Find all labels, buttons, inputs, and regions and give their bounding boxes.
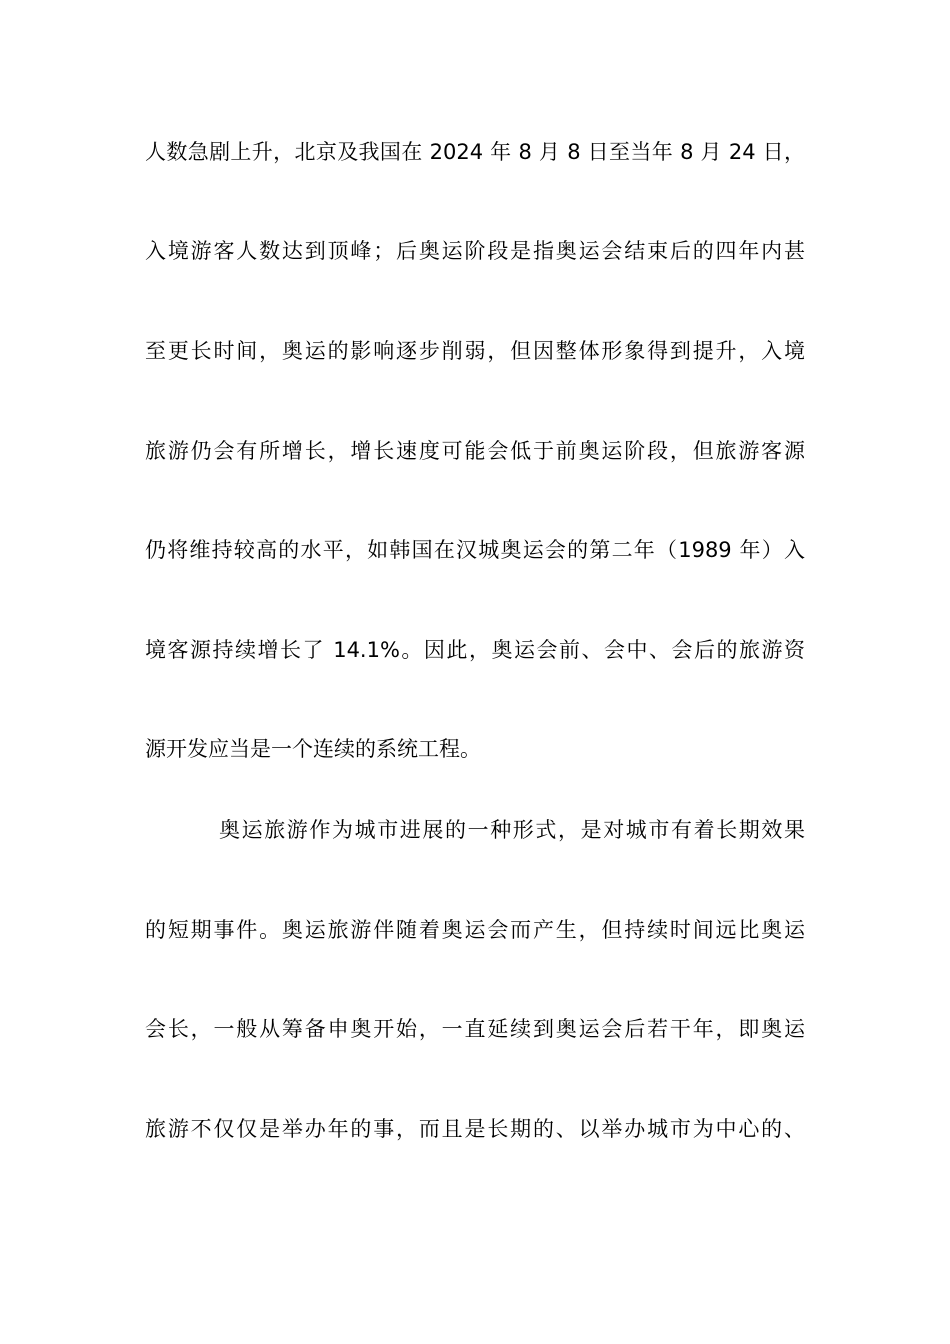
paragraph-line-2: 入境游客人数达到顶峰；后奥运阶段是指奥运会结束后的四年内甚	[145, 239, 805, 263]
paragraph-line-8: 奥运旅游作为城市进展的一种形式，是对城市有着长期效果	[219, 818, 805, 842]
paragraph-line-1: 人数急剧上升，北京及我国在 2024 年 8 月 8 日至当年 8 月 24 日，	[145, 140, 805, 164]
paragraph-line-11: 旅游不仅仅是举办年的事，而且是长期的、以举办城市为中心的、	[145, 1117, 805, 1141]
paragraph-line-6: 境客源持续增长了 14.1%。因此，奥运会前、会中、会后的旅游资	[145, 638, 805, 662]
paragraph-line-5: 仍将维持较高的水平，如韩国在汉城奥运会的第二年（1989 年）入	[145, 538, 805, 562]
paragraph-line-4: 旅游仍会有所增长，增长速度可能会低于前奥运阶段，但旅游客源	[145, 439, 805, 463]
paragraph-line-9: 的短期事件。奥运旅游伴随着奥运会而产生，但持续时间远比奥运	[145, 918, 805, 942]
paragraph-line-7: 源开发应当是一个连续的系统工程。	[145, 737, 481, 761]
paragraph-line-10: 会长，一般从筹备申奥开始，一直延续到奥运会后若干年，即奥运	[145, 1017, 805, 1041]
paragraph-line-3: 至更长时间，奥运的影响逐步削弱，但因整体形象得到提升，入境	[145, 339, 805, 363]
